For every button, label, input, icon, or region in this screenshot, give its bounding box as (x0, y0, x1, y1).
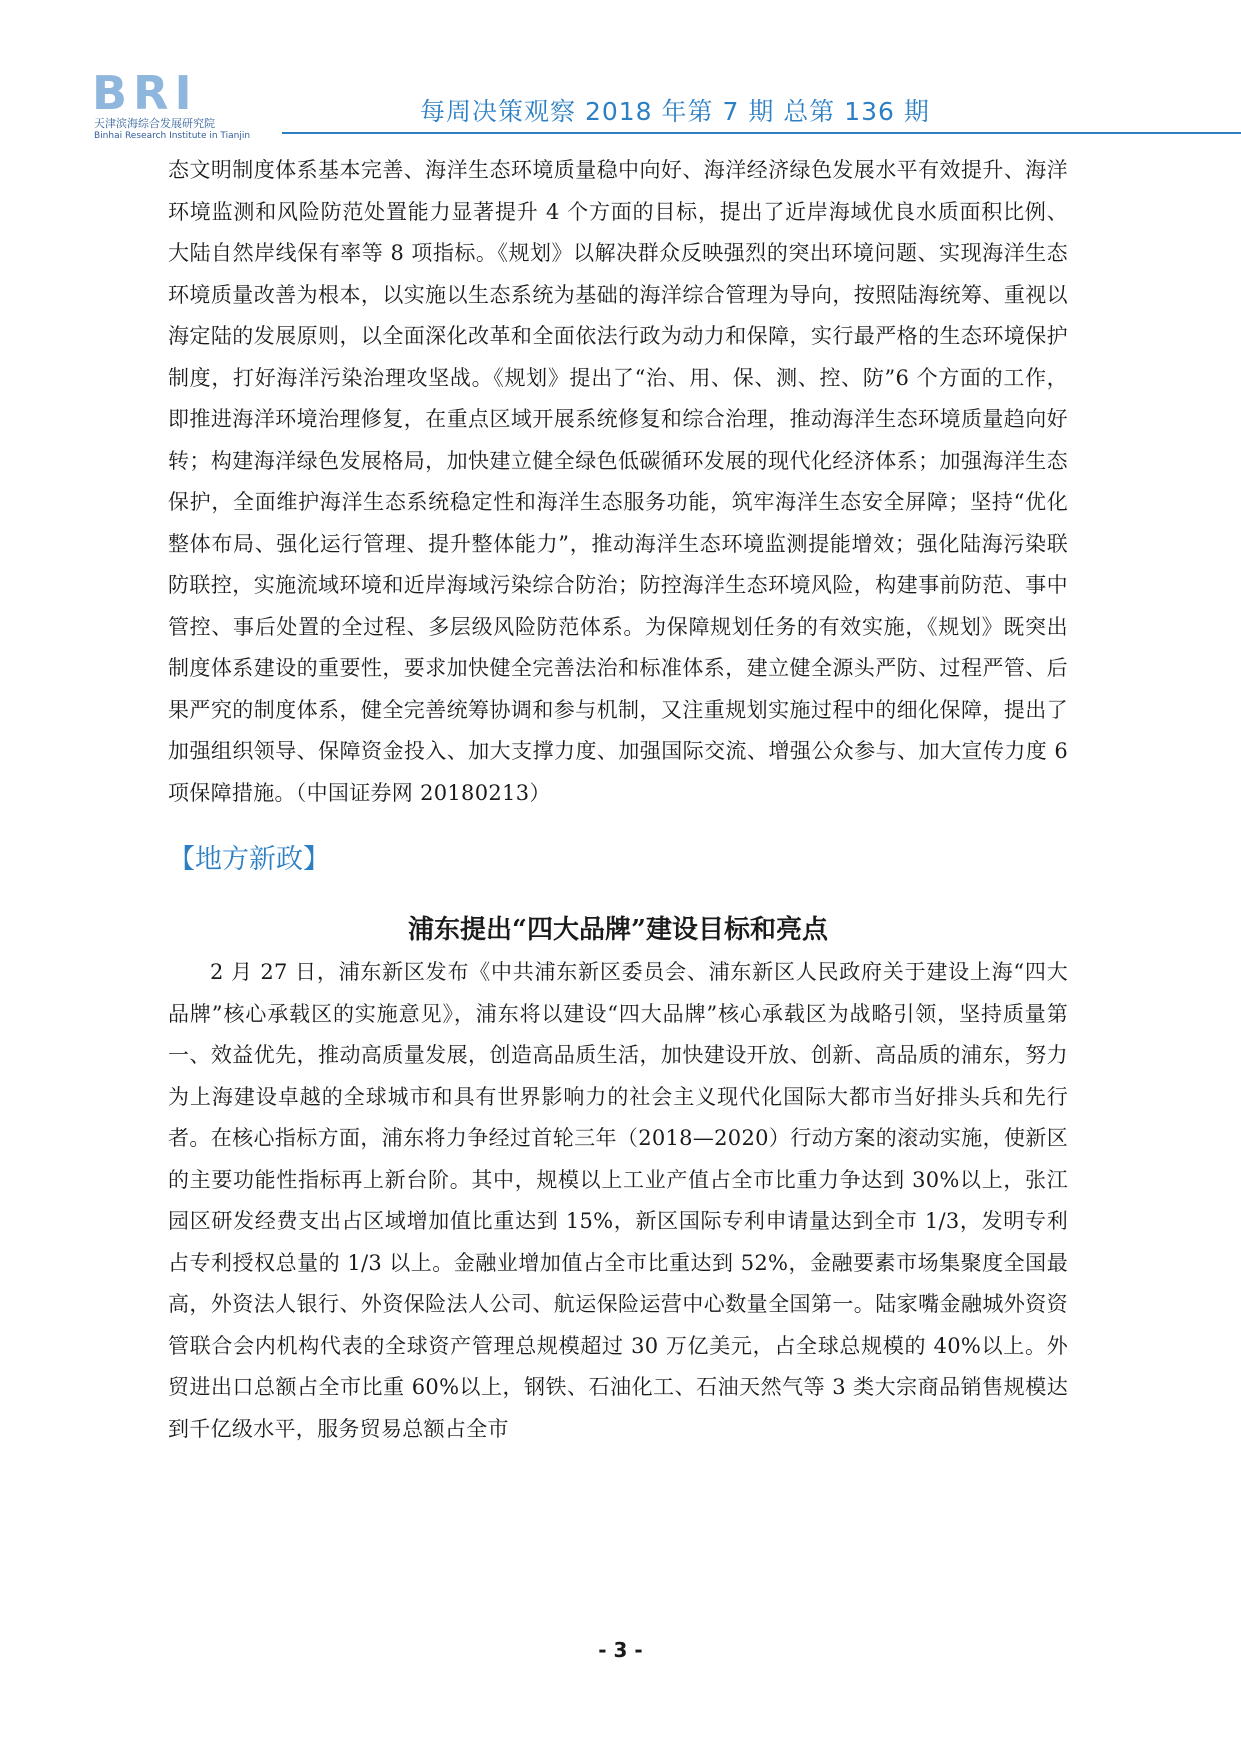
article-paragraph: 2 月 27 日，浦东新区发布《中共浦东新区委员会、浦东新区人民政府关于建设上海“四大品牌”核心承载区的实施意见》，浦东将以建设“四大品牌”核心承载区为战略引领，坚持质量第一、效益优先，推动高质量发展，创造高品质生活，加快建设开放、创新、高品质的浦东，努力为上海建设卓越的全球城市和具有世界影响力的社会主义现代化国际大都市当好排头兵和先行者。在核心指标方面，浦东将力争经过首轮三年（2018—2020）行动方案的滚动实施，使新区的主要功能性指标再上新台阶。其中，规模以上工业产值占全市比重力争达到 30%以上，张江园区研发经费支出占区域增加值比重达到 15%，新区国际专利申请量达到全市 1/3，发明专利占专利授权总量的 1/3 以上。金融业增加值占全市比重达到 52%，金融要素市场集聚度全国最高，外资法人银行、外资保险法人公司、航运保险运营中心数量全国第一。陆家嘴金融城外资资管联合会内机构代表的全球资产管理总规模超过 30 万亿美元，占全球总规模的 40%以上。外贸进出口总额占全市比重 60%以上，钢铁、石油化工、石油天然气等 3 类大宗商品销售规模达到千亿级水平，服务贸易总额占全市 (168, 960, 1068, 1441)
continued-paragraph: 态文明制度体系基本完善、海洋生态环境质量稳中向好、海洋经济绿色发展水平有效提升、海洋环境监测和风险防范处置能力显著提升 4 个方面的目标，提出了近岸海域优良水质面积比例、大陆自然岸线保有率等 8 项指标。《规划》以解决群众反映强烈的突出环境问题、实现海洋生态环境质量改善为根本，以实施以生态系统为基础的海洋综合管理为导向，按照陆海统筹、重视以海定陆的发展原则，以全面深化改革和全面依法行政为动力和保障，实行最严格的生态环境保护制度，打好海洋污染治理攻坚战。《规划》提出了“治、用、保、测、控、防”6 个方面的工作，即推进海洋环境治理修复，在重点区域开展系统修复和综合治理，推动海洋生态环境质量趋向好转；构建海洋绿色发展格局，加快建立健全绿色低碳循环发展的现代化经济体系；加强海洋生态保护，全面维护海洋生态系统稳定性和海洋生态服务功能，筑牢海洋生态安全屏障；坚持“优化整体布局、强化运行管理、提升整体能力”，推动海洋生态环境监测提能增效；强化陆海污染联防联控，实施流域环境和近岸海域污染综合防治；防控海洋生态环境风险，构建事前防范、事中管控、事后处置的全过程、多层级风险防范体系。为保障规划任务的有效实施，《规划》既突出制度体系建设的重要性，要求加快健全完善法治和标准体系，建立健全源头严防、过程严管、后果严究的制度体系，健全完善统筹协调和参与机制，又注重规划实施过程中的细化保障，提出了加强组织领导、保障资金投入、加大支撑力度、加强国际交流、增强公众参与、加大宣传力度 6 项保障措施。（中国证券网 20180213） (168, 158, 1068, 805)
logo-chinese-name: 天津滨海综合发展研究院 (94, 117, 215, 130)
section-heading: 【地方新政】 (168, 844, 330, 875)
page-number: - 3 - (598, 1638, 643, 1662)
article-title: 浦东提出“四大品牌”建设目标和亮点 (408, 915, 828, 945)
publication-title: 每周决策观察 2018 年第 7 期 总第 136 期 (420, 97, 930, 126)
logo-letters: BRI (92, 66, 198, 120)
bri-logo (92, 66, 282, 141)
page-header (0, 0, 1241, 141)
page-content (168, 150, 1068, 1450)
logo-english-name: Binhai Research Institute in Tianjin (94, 131, 251, 141)
header-divider (282, 132, 1241, 134)
